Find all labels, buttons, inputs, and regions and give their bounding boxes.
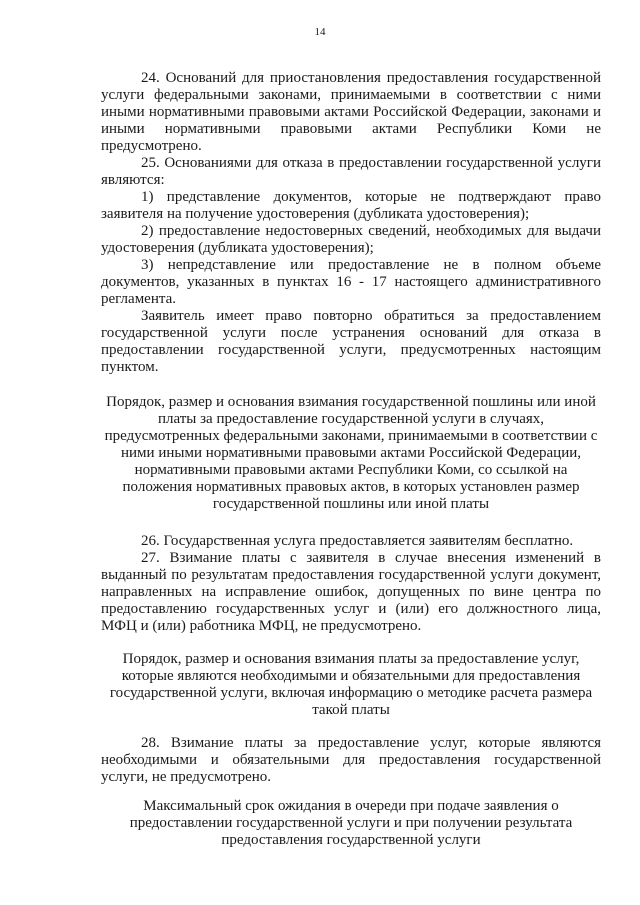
section-heading-queue-time: Максимальный срок ожидания в очереди при подаче заявления о предоставлении государственной услуги и при получении результата предоставления государственной услуги: [129, 798, 573, 848]
paragraph-24: 24. Оснований для приостановления предоставления государственной услуги федеральными законами, принимаемыми в соответствии с ними иными нормативными правовыми актами Российской Федерации, законами и иными нормативными правовыми актами Республики Коми не предусмотрено.: [101, 70, 601, 154]
spacer: [101, 635, 601, 651]
page-number: 14: [314, 26, 326, 38]
paragraph-27: 27. Взимание платы с заявителя в случае внесения изменений в выданный по результатам предоставления государственной услуги документ, направленных на исправление ошибок, допущенных по вине центра по предоставлению государственных услуг и (или) его должностного лица, МФЦ и (или) работника МФЦ, не предусмотрено.: [101, 550, 601, 634]
section-heading-fee: Порядок, размер и основания взимания государственной пошлины или иной платы за предоставление государственной услуги в случаях, предусмотренных федеральными законами, принимаемыми в соответствии с ними иными нормативными правовыми актами Российской Федерации, нормативными правовыми актами Республики Коми, со ссылкой на положения нормативных правовых актов, в которых установлен размер государственной пошлины или иной платы: [104, 394, 598, 512]
document-body: [101, 70, 601, 849]
paragraph-25-item-2: 2) предоставление недостоверных сведений, необходимых для выдачи удостоверения (дубликата удостоверения);: [101, 223, 601, 256]
paragraph-28: 28. Взимание платы за предоставление услуг, которые являются необходимыми и обязательными для предоставления государственной услуги, не предусмотрено.: [101, 735, 601, 785]
paragraph-25: 25. Основаниями для отказа в предоставлении государственной услуги являются:: [101, 155, 601, 188]
paragraph-25-applicant-right: Заявитель имеет право повторно обратиться за предоставлением государственной услуги после устранения оснований для отказа в предоставлении государственной услуги, предусмотренных настоящим пунктом.: [101, 308, 601, 375]
paragraph-25-item-1: 1) представление документов, которые не подтверждают право заявителя на получение удостоверения (дубликата удостоверения);: [101, 189, 601, 222]
spacer: [101, 719, 601, 735]
spacer: [101, 513, 601, 533]
paragraph-26: 26. Государственная услуга предоставляется заявителям бесплатно.: [141, 533, 574, 549]
paragraph-25-item-3: 3) непредставление или предоставление не в полном объеме документов, указанных в пунктах 16 - 17 настоящего административного регламента.: [101, 257, 601, 307]
spacer: [101, 376, 601, 394]
section-heading-services-fee: Порядок, размер и основания взимания платы за предоставление услуг, которые являются необходимыми и обязательными для предоставления государственной услуги, включая информацию о методике расчета размера такой платы: [109, 651, 593, 718]
spacer: [101, 786, 601, 798]
